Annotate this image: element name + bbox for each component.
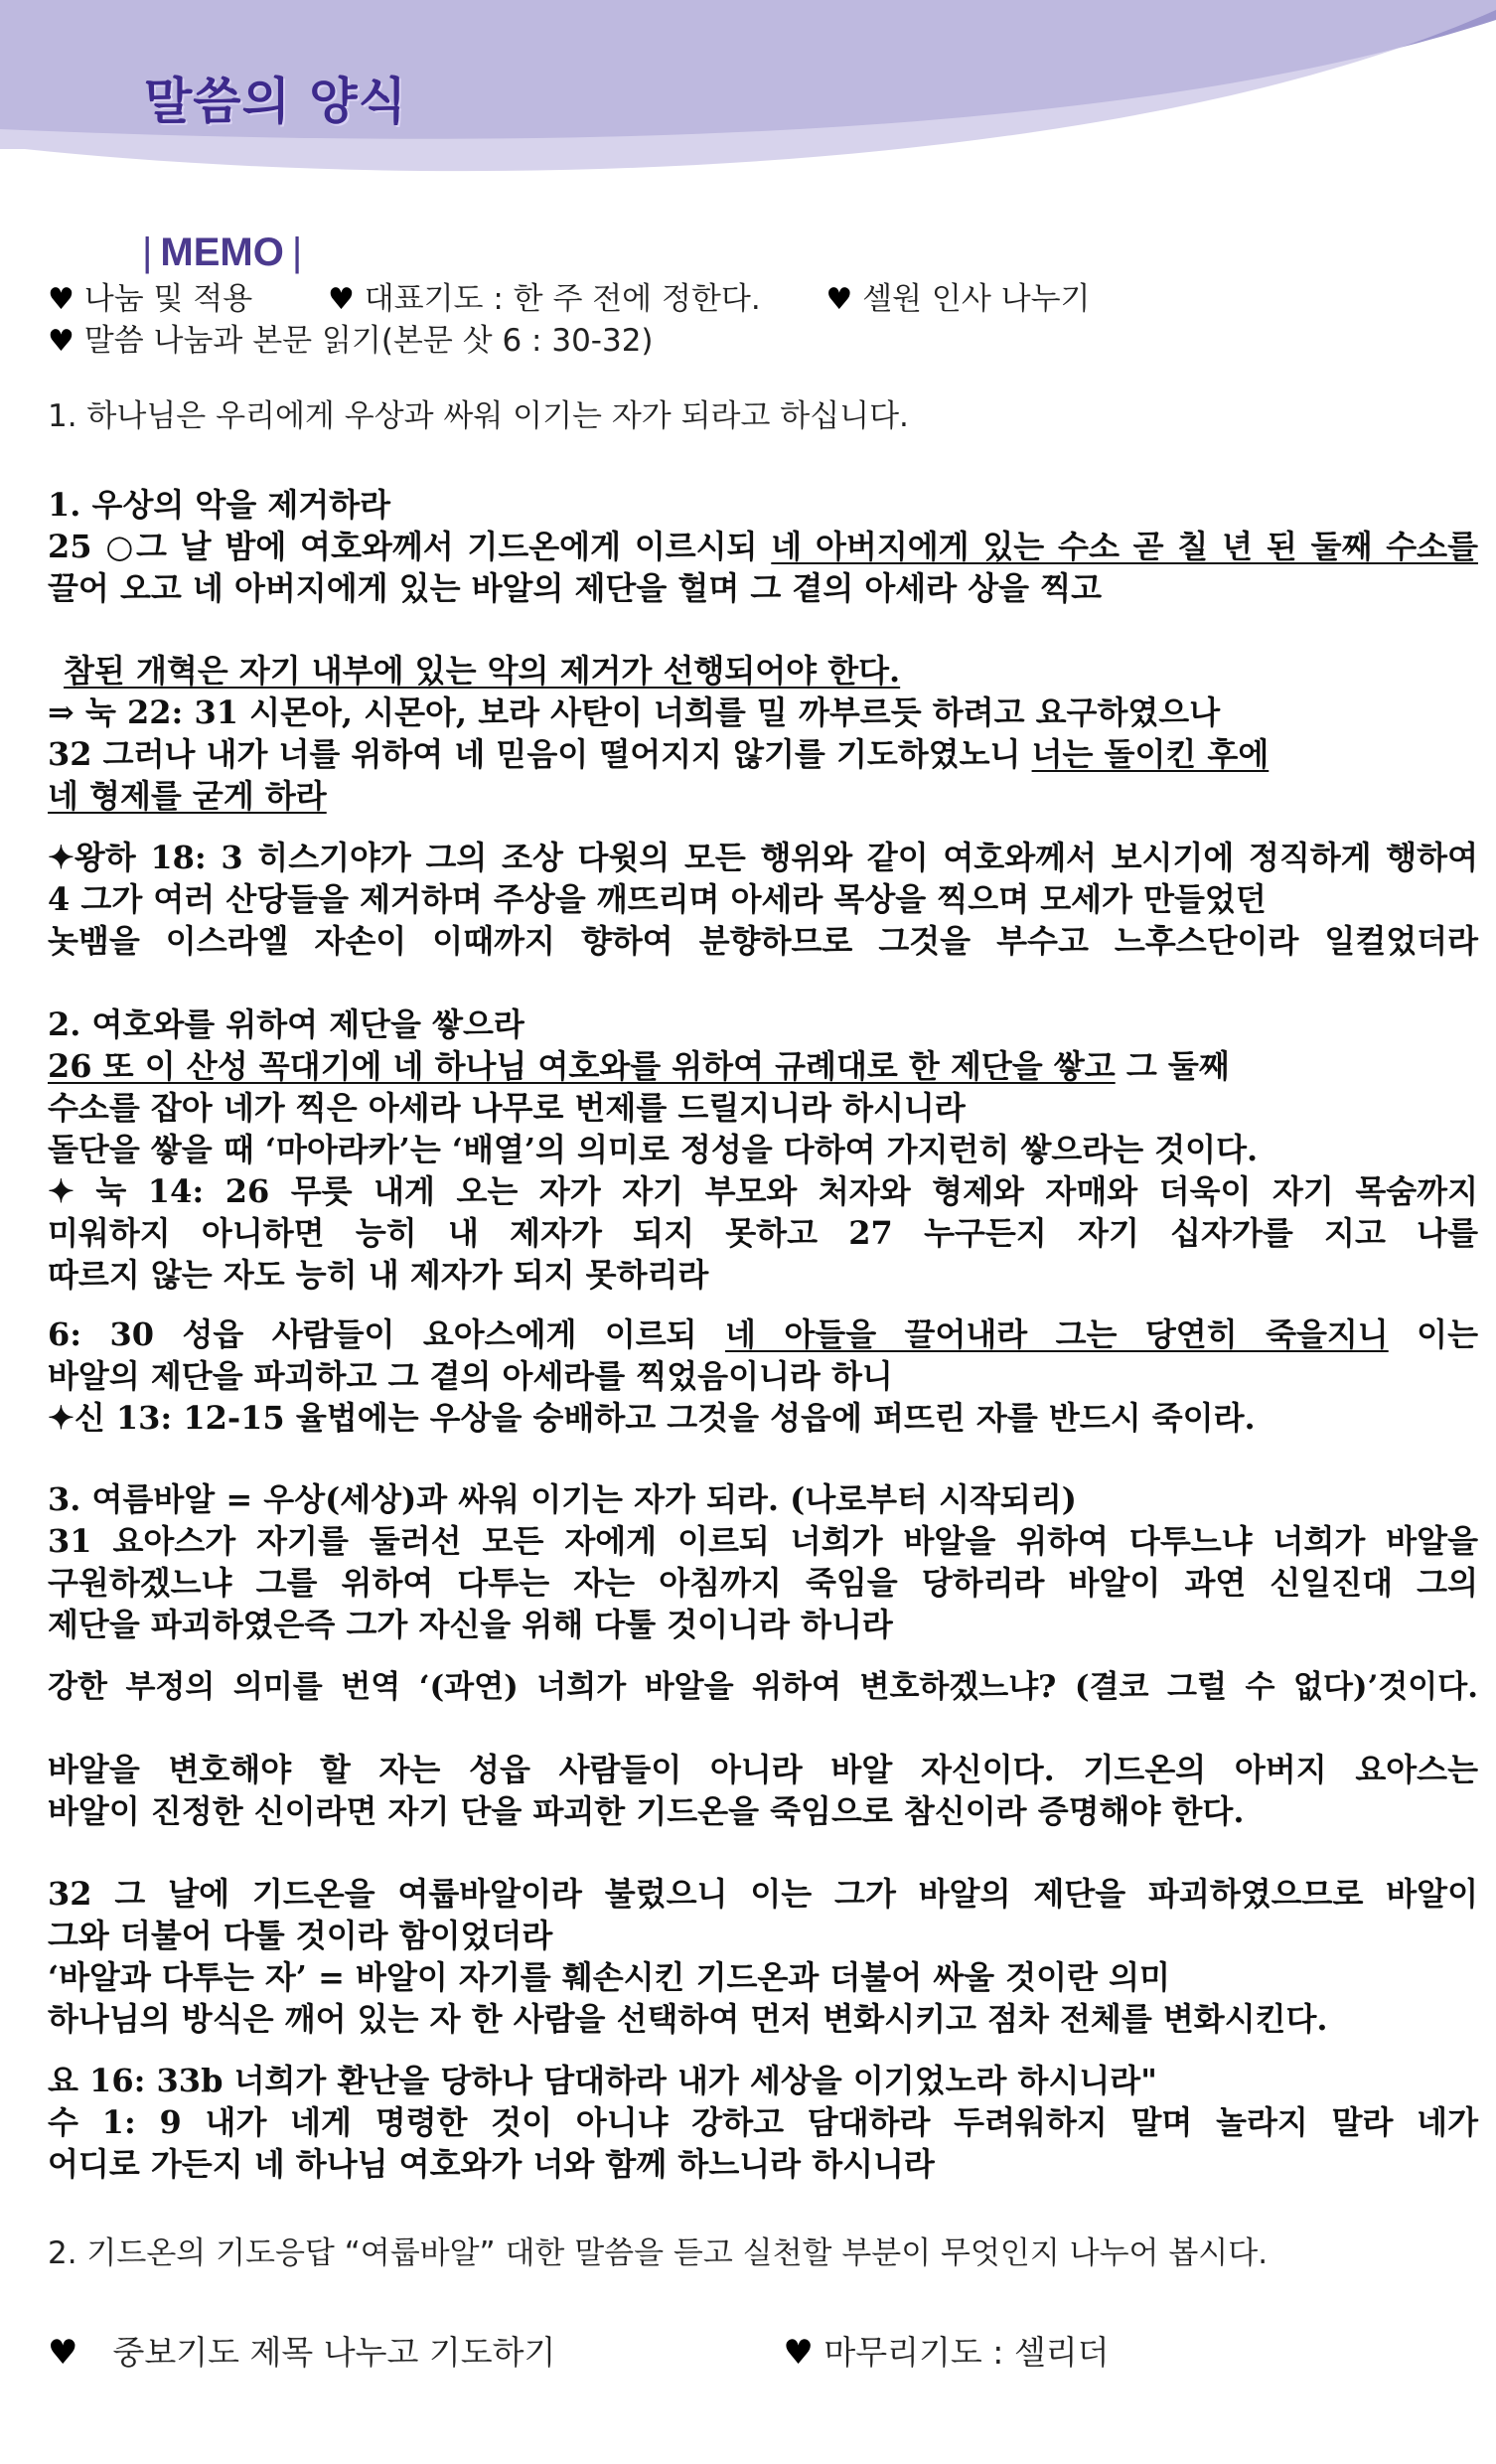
joshua-line-2: 어디로 가든지 네 하나님 여호와가 너와 함께 하느니라 하시니라 <box>48 2145 935 2183</box>
verse-32-line-2: 그와 더불어 다툴 것이라 함이었더라 <box>48 1917 553 1954</box>
verse-26-underlined: 26 또 이 산성 꼭대기에 네 하나님 여호와를 위하여 규례대로 한 제단을 쌓고 <box>48 1047 1116 1085</box>
heart-icon: ♥ <box>783 2333 814 2373</box>
verse-30-text: 6: 30 성읍 사람들이 요아스에게 이르되 <box>48 1315 726 1353</box>
negation-line: 강한 부정의 의미를 번역 ‘(과연) 너희가 바알을 위하여 변호하겠느냐? (결코 그럴 수 없다)’것이다. <box>48 1669 1478 1705</box>
section-3-heading: 3. 여름바알 = 우상(세상)과 싸워 이기는 자가 되라. (나로부터 시작되리) <box>48 1480 1077 1518</box>
defend-line-2: 바알이 진정한 신이라면 자기 단을 파괴한 기드온을 죽임으로 참신이라 증명해야 한다. <box>48 1792 1245 1830</box>
agenda-item-sharing: 나눔 및 적용 <box>83 281 253 317</box>
verse-30-line-1 <box>48 1313 1478 1355</box>
section-2-heading: 2. 여호와를 위하여 제단을 쌓으라 <box>48 1005 524 1043</box>
heart-icon: ♥ <box>825 282 853 317</box>
heart-icon: ♥ <box>48 324 75 359</box>
heart-icon: ♥ <box>48 282 75 317</box>
kings-block <box>48 837 1478 962</box>
verse-30-underlined: 네 아들을 끌어내라 그는 당연히 죽을지니 <box>725 1315 1389 1353</box>
reform-statement <box>48 650 1478 692</box>
agenda-line-2 <box>48 320 1478 362</box>
heart-icon: ♥ <box>327 282 355 317</box>
heart-icon: ♥ <box>48 2333 78 2373</box>
verse-30-block <box>48 1313 1478 1439</box>
memo-bar-left: | <box>142 231 153 274</box>
verse-32-line-1: 32 그 날에 기드온을 여룹바알이라 불렀으니 이는 그가 바알의 제단을 파괴하였으므로 바알이 <box>48 1875 1478 1913</box>
footer-intercession: 중보기도 제목 나누고 기도하기 <box>112 2333 556 2372</box>
verse-25-text: 25 ○그 날 밤에 여호와께서 기드온에게 이르시되 <box>48 528 772 565</box>
reform-block <box>48 650 1478 817</box>
luke-14-line-2: 미워하지 아니하면 능히 내 제자가 되지 못하고 27 누구든지 자기 십자가를 지고 나를 <box>48 1214 1478 1252</box>
luke-22-line-1: ⇒ 눅 22: 31 시몬아, 시몬아, 보라 사탄이 너희를 밀 까부르듯 하려고 요구하였으나 <box>48 693 1221 731</box>
memo-word: MEMO <box>160 231 284 274</box>
verse-31-line-1: 31 요아스가 자기를 둘러선 모든 자에게 이르되 너희가 바알을 위하여 다투느냐 너희가 바알을 <box>48 1522 1478 1560</box>
negation-block <box>48 1666 1478 1708</box>
agenda <box>48 278 1478 362</box>
memo-label <box>134 231 310 275</box>
verse-25-line-1 <box>48 526 1478 567</box>
kings-line-2: 4 그가 여러 산당들을 제거하며 주상을 깨뜨리며 아세라 목상을 찍으며 모세가 만들었던 <box>48 880 1267 918</box>
verse-26-line-1 <box>48 1045 1478 1087</box>
question-2 <box>48 2233 1478 2274</box>
luke-22-underlined: 너는 돌이킨 후에 <box>1031 735 1270 773</box>
footer <box>48 2332 1478 2374</box>
memo-bar-right: | <box>291 231 303 274</box>
section-1 <box>48 484 1478 609</box>
agenda-item-greeting: 셀원 인사 나누기 <box>862 281 1091 317</box>
luke-22-underlined-2: 네 형제를 굳게 하라 <box>48 777 327 815</box>
way-line: 하나님의 방식은 깨어 있는 자 한 사람을 선택하여 먼저 변화시키고 점차 전체를 변화시킨다. <box>48 2000 1328 2038</box>
question-1-text: 1. 하나님은 우리에게 우상과 싸워 이기는 자가 되라고 하십니다. <box>48 398 909 434</box>
verse-32-block <box>48 1873 1478 2040</box>
defend-block <box>48 1749 1478 1832</box>
luke-22-text: 32 그러나 내가 너를 위하여 네 믿음이 떨어지지 않기를 기도하였노니 <box>48 735 1032 773</box>
kings-line-1: ✦왕하 18: 3 히스기야가 그의 조상 다윗의 모든 행위와 같이 여호와께서 보시기에 정직하게 행하여 <box>48 839 1478 876</box>
altar-explanation: 돌단을 쌓을 때 ‘마아라카’는 ‘배열’의 의미로 정성을 다하여 가지런히 쌓으라는 것이다. <box>48 1131 1259 1168</box>
deut-line: ✦신 13: 12-15 율법에는 우상을 숭배하고 그것을 성읍에 퍼뜨린 자를 반드시 죽이라. <box>48 1399 1256 1437</box>
section-3 <box>48 1478 1478 1645</box>
kings-line-3: 놋뱀을 이스라엘 자손이 이때까지 향하여 분향하므로 그것을 부수고 느후스단이라 일컬었더라 <box>48 922 1478 960</box>
meaning-line: ‘바알과 다투는 자’ = 바알이 자기를 훼손시킨 기드온과 더불어 싸울 것이란 의미 <box>48 1958 1170 1996</box>
defend-line-1: 바알을 변호해야 할 자는 성읍 사람들이 아니라 바알 자신이다. 기드온의 아버지 요아스는 <box>48 1751 1478 1788</box>
verse-25-underlined: 네 아버지에게 있는 수소 곧 칠 년 된 둘째 수소를 <box>771 528 1478 565</box>
luke-22-line-3 <box>48 775 1478 817</box>
reform-underlined: 참된 개혁은 자기 내부에 있는 악의 제거가 선행되어야 한다. <box>64 652 901 690</box>
verse-25-line-2: 끌어 오고 네 아버지에게 있는 바알의 제단을 헐며 그 곁의 아세라 상을 찍고 <box>48 569 1103 607</box>
john-16-line: 요 16: 33b 너희가 환난을 당하나 담대하라 내가 세상을 이기었노라 하시니라" <box>48 2062 1157 2099</box>
luke-14-line-1: ✦ 눅 14: 26 무릇 내게 오는 자가 자기 부모와 처자와 형제와 자매와 더욱이 자기 목숨까지 <box>48 1172 1478 1210</box>
verse-26-text: 그 둘째 <box>1115 1047 1230 1085</box>
joshua-line-1: 수 1: 9 내가 네게 명령한 것이 아니냐 강하고 담대하라 두려워하지 말며 놀라지 말라 네가 <box>48 2103 1478 2141</box>
verse-31-line-2: 구원하겠느냐 그를 위하여 다투는 자는 아침까지 죽임을 당하리라 바알이 과연 신일진대 그의 <box>48 1564 1478 1602</box>
question-1 <box>48 395 1478 437</box>
luke-14-line-3: 따르지 않는 자도 능히 내 제자가 되지 못하리라 <box>48 1256 709 1294</box>
verse-30-line-2: 바알의 제단을 파괴하고 그 곁의 아세라를 찍었음이니라 하니 <box>48 1357 893 1395</box>
question-2-text: 2. 기드온의 기도응답 “여룹바알” 대한 말씀을 듣고 실천할 부분이 무엇인지 나누어 봅시다. <box>48 2235 1269 2271</box>
luke-22-line-2 <box>48 733 1478 775</box>
agenda-line-1 <box>48 278 1478 320</box>
verse-30-text-end: 이는 <box>1388 1315 1478 1353</box>
scripture-block <box>48 2060 1478 2185</box>
verse-26-line-2: 수소를 잡아 네가 찍은 아세라 나무로 번제를 드릴지니라 하시니라 <box>48 1089 966 1127</box>
agenda-item-prayer: 대표기도 : 한 주 전에 정한다. <box>364 281 761 317</box>
section-1-heading: 1. 우상의 악을 제거하라 <box>48 486 391 524</box>
agenda-item-reading: 말씀 나눔과 본문 읽기(본문 삿 6 : 30-32) <box>83 323 654 359</box>
footer-line <box>48 2332 1478 2374</box>
verse-31-line-3: 제단을 파괴하였은즉 그가 자신을 위해 다툴 것이니라 하니라 <box>48 1606 893 1643</box>
footer-closing-prayer: 마무리기도 : 셀리더 <box>823 2333 1110 2372</box>
section-2 <box>48 1003 1478 1296</box>
page-title: 말씀의 양식 <box>144 73 407 130</box>
